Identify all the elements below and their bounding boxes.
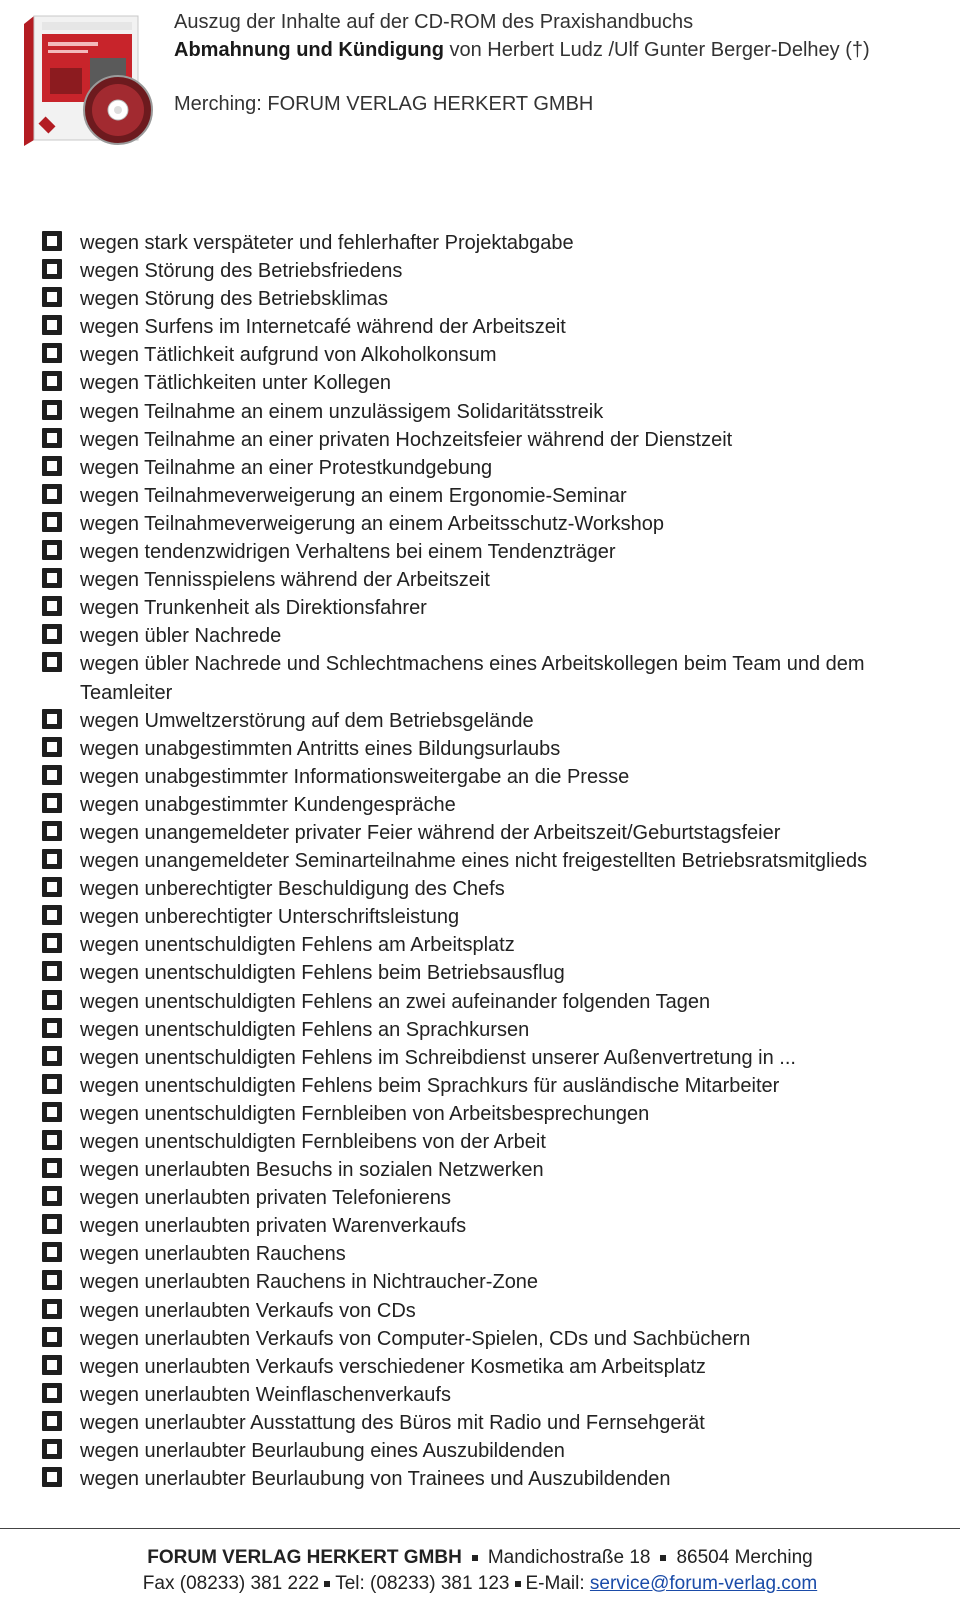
checkbox-bullet-icon: [42, 1158, 62, 1178]
list-item: [40, 819, 940, 847]
list-item: [40, 1072, 940, 1100]
product-box-image: [20, 12, 158, 150]
list-item-text: wegen Teilnahme an einer privaten Hochzeitsfeier während der Dienstzeit: [80, 428, 733, 451]
list-item: [40, 622, 940, 650]
list-item-text: wegen unerlaubten Weinflaschenverkaufs: [80, 1383, 451, 1406]
footer-address: Mandichostraße 18: [487, 1547, 651, 1568]
list-item: [40, 257, 940, 285]
checkbox-bullet-icon: [42, 231, 62, 251]
checkbox-bullet-icon: [42, 1102, 62, 1122]
checkbox-bullet-icon: [42, 1046, 62, 1066]
list-item: [40, 1353, 940, 1381]
footer-email-link[interactable]: service@forum-verlag.com: [589, 1573, 818, 1594]
list-item-text: wegen Teilnahme an einer Protestkundgebung: [80, 456, 493, 479]
checkbox-bullet-icon: [42, 315, 62, 335]
list-item-text: wegen unerlaubten privaten Telefonierens: [80, 1187, 452, 1210]
list-item-text: wegen tendenzwidrigen Verhaltens bei einem Tendenzträger: [80, 541, 616, 564]
list-item-text: wegen unabgestimmter Informationsweitergabe an die Presse: [80, 765, 630, 788]
checkbox-bullet-icon: [42, 877, 62, 897]
checkbox-bullet-icon: [42, 1439, 62, 1459]
checkbox-bullet-icon: [42, 1299, 62, 1319]
list-item-text: wegen unentschuldigten Fernbleiben von Arbeitsbesprechungen: [80, 1102, 650, 1125]
checkbox-bullet-icon: [42, 1270, 62, 1290]
checkbox-bullet-icon: [42, 1467, 62, 1487]
list-item: [40, 594, 940, 622]
checkbox-bullet-icon: [42, 849, 62, 869]
list-item: [40, 1381, 940, 1409]
list-item: [40, 313, 940, 341]
list-item-text: wegen unerlaubter Beurlaubung von Trainees und Auszubildenden: [80, 1468, 671, 1491]
list-item: [40, 454, 940, 482]
footer-contact-line: [0, 1571, 960, 1597]
list-item: [40, 1409, 940, 1437]
list-item-text: wegen Trunkenheit als Direktionsfahrer: [80, 597, 427, 620]
list-item: [40, 1240, 940, 1268]
list-item-text: wegen Teilnahme an einem unzulässigem Solidaritätsstreik: [80, 400, 604, 423]
list-item-text: wegen unentschuldigten Fehlens beim Betriebsausflug: [80, 962, 565, 985]
list-item-text: wegen Surfens im Internetcafé während der Arbeitszeit: [80, 316, 566, 339]
list-item-text: wegen unangemeldeter privater Feier während der Arbeitszeit/Geburtstagsfeier: [80, 821, 781, 844]
square-separator-icon: [660, 1555, 666, 1561]
page-footer: [0, 1545, 960, 1597]
list-item-text: wegen unerlaubten Rauchens: [80, 1243, 346, 1266]
list-item-text: wegen Tätlichkeit aufgrund von Alkoholkonsum: [80, 344, 497, 367]
list-item-text: wegen Störung des Betriebsklimas: [80, 288, 388, 311]
list-item-text: wegen unberechtigter Beschuldigung des Chefs: [80, 878, 505, 901]
footer-divider: [0, 1528, 960, 1529]
list-item-text: wegen unentschuldigten Fehlens beim Sprachkurs für ausländische Mitarbeiter: [80, 1074, 780, 1097]
footer-address-line: [0, 1545, 960, 1571]
list-item: [40, 1044, 940, 1072]
list-item-text: wegen Tennisspielens während der Arbeitszeit: [80, 569, 490, 592]
list-item: [40, 1016, 940, 1044]
checkbox-bullet-icon: [42, 568, 62, 588]
list-item-text: wegen unerlaubten Rauchens in Nichtraucher-Zone: [80, 1271, 539, 1294]
list-item: [40, 1297, 940, 1325]
list-item-text: wegen Teilnahmeverweigerung an einem Arbeitsschutz-Workshop: [80, 512, 665, 535]
header-intro: Auszug der Inhalte auf der CD-ROM des Praxishandbuchs: [174, 11, 694, 33]
header-text: [174, 8, 870, 118]
checkbox-bullet-icon: [42, 821, 62, 841]
list-item: [40, 1184, 940, 1212]
checkbox-bullet-icon: [42, 961, 62, 981]
list-item: [40, 482, 940, 510]
checkbox-bullet-icon: [42, 428, 62, 448]
checkbox-bullet-icon: [42, 1411, 62, 1431]
list-item: [40, 763, 940, 791]
list-item-text: wegen unabgestimmten Antritts eines Bildungsurlaubs: [80, 737, 561, 760]
list-item-text: wegen Umweltzerstörung auf dem Betriebsgelände: [80, 709, 534, 732]
checkbox-bullet-icon: [42, 456, 62, 476]
list-item-text: wegen unerlaubten Verkaufs von Computer-Spielen, CDs und Sachbüchern: [80, 1327, 751, 1350]
list-item: [40, 847, 940, 875]
list-item-text: wegen unentschuldigten Fehlens im Schreibdienst unserer Außenvertretung in ...: [80, 1046, 796, 1069]
list-item: [40, 735, 940, 763]
list-item: [40, 510, 940, 538]
list-item: [40, 707, 940, 735]
list-item-text: wegen unentschuldigten Fehlens an zwei aufeinander folgenden Tagen: [80, 990, 711, 1013]
checkbox-bullet-icon: [42, 1327, 62, 1347]
footer-tel: Tel: (08233) 381 123: [335, 1573, 510, 1594]
list-item: [40, 650, 940, 706]
checkbox-bullet-icon: [42, 1214, 62, 1234]
list-item-text: wegen unerlaubten Verkaufs verschiedener Kosmetika am Arbeitsplatz: [80, 1355, 706, 1378]
list-item-text: wegen übler Nachrede und Schlechtmachens eines Arbeitskollegen beim Team und dem Teamleiter: [80, 653, 865, 704]
footer-company: FORUM VERLAG HERKERT GMBH: [147, 1547, 462, 1568]
footer-email-label: E-Mail:: [525, 1573, 585, 1594]
checkbox-bullet-icon: [42, 259, 62, 279]
list-item: [40, 931, 940, 959]
book-title: Abmahnung und Kündigung: [174, 39, 444, 61]
checkbox-bullet-icon: [42, 596, 62, 616]
footer-city: 86504 Merching: [676, 1547, 813, 1568]
checkbox-bullet-icon: [42, 1018, 62, 1038]
list-item-text: wegen unerlaubten Besuchs in sozialen Netzwerken: [80, 1159, 544, 1182]
checkbox-bullet-icon: [42, 400, 62, 420]
square-separator-icon: [324, 1581, 330, 1587]
cd-rom-box-illustration: [20, 12, 158, 150]
list-item-text: wegen übler Nachrede: [80, 625, 282, 648]
list-item-text: wegen unentschuldigten Fehlens am Arbeitsplatz: [80, 934, 515, 957]
list-item: [40, 1212, 940, 1240]
list-item: [40, 1268, 940, 1296]
list-item: [40, 229, 940, 257]
list-item: [40, 988, 940, 1016]
list-item-text: wegen unberechtigter Unterschriftsleistung: [80, 906, 460, 929]
list-item-text: wegen Teilnahmeverweigerung an einem Ergonomie-Seminar: [80, 484, 627, 507]
checkbox-bullet-icon: [42, 540, 62, 560]
list-item: [40, 285, 940, 313]
list-item: [40, 1437, 940, 1465]
checkbox-bullet-icon: [42, 990, 62, 1010]
list-item: [40, 341, 940, 369]
list-item: [40, 426, 940, 454]
list-item-text: wegen unerlaubter Ausstattung des Büros mit Radio und Fernsehgerät: [80, 1411, 705, 1434]
checkbox-bullet-icon: [42, 1186, 62, 1206]
list-item-text: wegen unerlaubten privaten Warenverkaufs: [80, 1215, 467, 1238]
checkbox-bullet-icon: [42, 652, 62, 672]
list-item: [40, 1156, 940, 1184]
list-item-text: wegen stark verspäteter und fehlerhafter Projektabgabe: [80, 232, 574, 254]
list-item: [40, 959, 940, 987]
list-item-text: wegen unabgestimmter Kundengespräche: [80, 793, 456, 816]
square-separator-icon: [515, 1581, 521, 1587]
checkbox-bullet-icon: [42, 1242, 62, 1262]
list-item: [40, 1325, 940, 1353]
checkbox-bullet-icon: [42, 512, 62, 532]
list-item-text: wegen unerlaubter Beurlaubung eines Auszubildenden: [80, 1440, 565, 1463]
checkbox-bullet-icon: [42, 905, 62, 925]
list-item: [40, 791, 940, 819]
checkbox-bullet-icon: [42, 343, 62, 363]
checkbox-bullet-icon: [42, 793, 62, 813]
list-item: [40, 1465, 940, 1493]
list-item-text: wegen Tätlichkeiten unter Kollegen: [80, 372, 391, 395]
list-item-text: wegen unentschuldigten Fernbleibens von der Arbeit: [80, 1131, 546, 1153]
list-item-text: wegen unangemeldeter Seminarteilnahme eines nicht freigestellten Betriebsratsmitglieds: [80, 850, 868, 873]
footer-fax: Fax (08233) 381 222: [142, 1573, 320, 1594]
checkbox-bullet-icon: [42, 1383, 62, 1403]
checkbox-bullet-icon: [42, 709, 62, 729]
checkbox-bullet-icon: [42, 624, 62, 644]
checkbox-bullet-icon: [42, 371, 62, 391]
list-item: [40, 875, 940, 903]
list-item: [40, 369, 940, 397]
list-item-text: wegen Störung des Betriebsfriedens: [80, 260, 403, 283]
checkbox-bullet-icon: [42, 484, 62, 504]
checkbox-bullet-icon: [42, 1074, 62, 1094]
list-item: [40, 903, 940, 931]
list-item-text: wegen unentschuldigten Fehlens an Sprachkursen: [80, 1018, 530, 1041]
header-publisher: Merching: FORUM VERLAG HERKERT GMBH: [174, 93, 594, 115]
page-header: [0, 0, 960, 170]
square-separator-icon: [472, 1555, 478, 1561]
list-item: [40, 1100, 940, 1128]
checkbox-bullet-icon: [42, 1355, 62, 1375]
checkbox-bullet-icon: [42, 765, 62, 785]
checkbox-bullet-icon: [42, 933, 62, 953]
list-item: [40, 566, 940, 594]
checkbox-bullet-icon: [42, 737, 62, 757]
list-item: [40, 538, 940, 566]
checkbox-bullet-icon: [42, 1130, 62, 1150]
list-item: [40, 1128, 940, 1156]
reason-list: [40, 229, 940, 1493]
list-item: [40, 398, 940, 426]
book-authors: von Herbert Ludz /Ulf Gunter Berger-Delhey (†): [449, 39, 870, 61]
checkbox-bullet-icon: [42, 287, 62, 307]
header-title-line: [174, 36, 870, 64]
list-item-text: wegen unerlaubten Verkaufs von CDs: [80, 1299, 416, 1322]
